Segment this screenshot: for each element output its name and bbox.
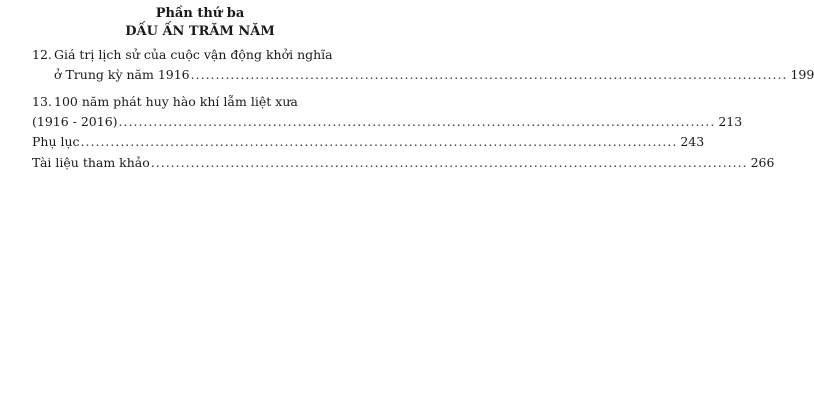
entry-number: 12. [32,47,52,62]
toc-entry-13-line2 [32,113,743,131]
page-number: 243 [680,134,705,149]
page-number: 199 [790,67,814,82]
toc-entry-appendix-leader [32,133,705,151]
dot-leader: ........................................................................................................................ [118,114,716,129]
toc-entry-appendix [32,133,705,151]
entry-title-continued: ở Trung kỳ năm 1916 [54,67,190,82]
entry-title: Tài liệu tham khảo [32,155,150,170]
page-number: 213 [718,114,743,129]
toc-entry-12-line1 [32,46,372,64]
entry-title: Phụ lục [32,134,80,149]
dot-leader: ........................................................................................................................ [150,155,748,170]
part-title: DẤU ẤN TRĂM NĂM [125,24,275,39]
toc-entry-references [32,154,775,172]
entry-title: Giá trị lịch sử của cuộc vận động khởi nghĩa [54,47,333,62]
toc-entry-12-leader [54,66,814,84]
part-label: Phần thứ ba [155,6,245,21]
dot-leader: ........................................................................................................................ [80,134,678,149]
toc-entry-13-line1 [32,93,372,111]
entry-title-continued: (1916 - 2016) [32,114,118,129]
toc-entry-references-leader [32,154,775,172]
dot-leader: ........................................................................................................................ [190,67,788,82]
toc-entry-13-leader [32,113,743,131]
toc-entry-12-line2 [32,66,814,84]
entry-number: 13. [32,94,52,109]
entry-title: 100 năm phát huy hào khí lẫm liệt xưa [54,94,298,109]
page-number: 266 [750,155,775,170]
